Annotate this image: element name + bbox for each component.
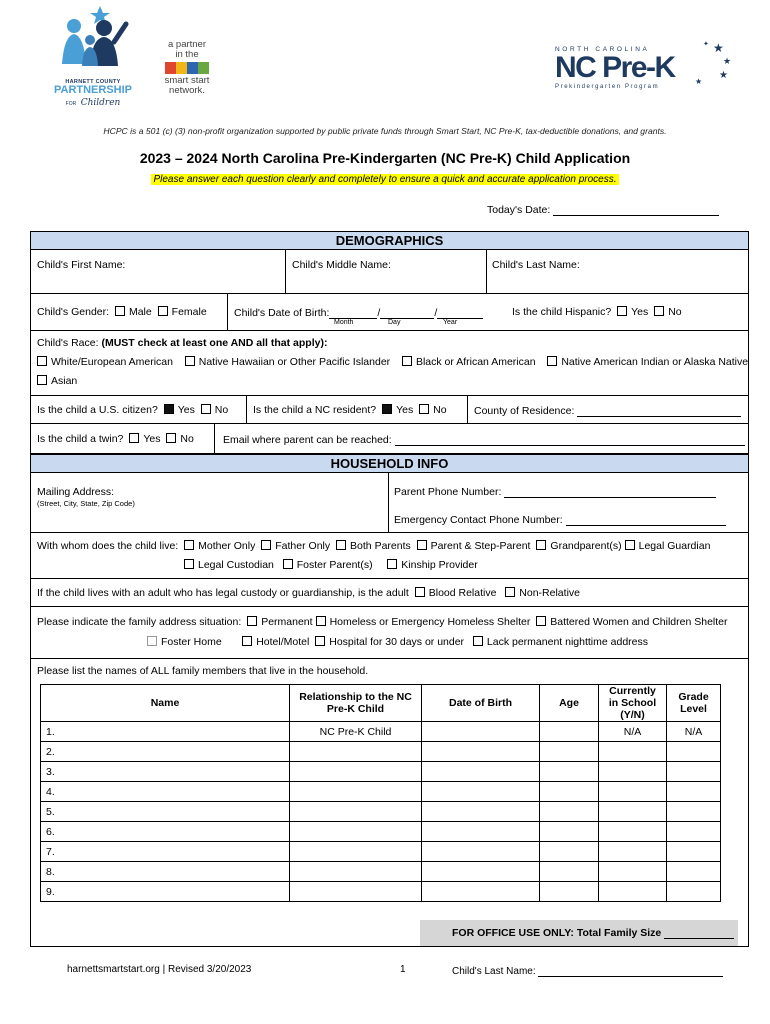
foster-label: Foster Parent(s) <box>296 559 373 571</box>
nc-logo-top: NORTH CAROLINA <box>555 46 650 53</box>
hcpc-logo <box>52 4 134 108</box>
step-checkbox[interactable] <box>417 540 427 550</box>
table-cell[interactable] <box>667 842 721 862</box>
todays-date-label: Today's Date: <box>487 204 551 216</box>
last-name-field[interactable] <box>492 273 742 291</box>
table-cell[interactable] <box>422 802 540 822</box>
first-name-field[interactable] <box>37 273 282 291</box>
step-label: Parent & Step-Parent <box>430 540 531 552</box>
hispanic-yes-label: Yes <box>631 306 649 318</box>
table-cell[interactable] <box>290 822 422 842</box>
middle-name-field[interactable] <box>292 273 482 291</box>
blood-checkbox[interactable] <box>415 587 425 597</box>
nonrel-checkbox[interactable] <box>505 587 515 597</box>
svg-text:★: ★ <box>695 77 703 86</box>
table-cell[interactable] <box>422 742 540 762</box>
table-cell[interactable] <box>599 842 667 862</box>
custodian-label: Legal Custodian <box>198 559 274 571</box>
month-caption: Month <box>334 319 354 326</box>
resident-yes-label: Yes <box>396 404 414 416</box>
race-hawaiian-label: Native Hawaiian or Other Pacific Islander <box>198 356 391 368</box>
blood-label: Blood Relative <box>428 587 497 599</box>
dob-year-field[interactable] <box>437 306 483 319</box>
both-checkbox[interactable] <box>336 540 346 550</box>
homeless-label: Homeless or Emergency Homeless Shelter <box>329 616 531 628</box>
table-cell[interactable] <box>667 802 721 822</box>
svg-text:★: ★ <box>719 70 728 81</box>
table-cell[interactable] <box>540 842 599 862</box>
table-cell[interactable]: 8. <box>41 862 290 882</box>
county-field[interactable] <box>577 404 741 417</box>
table-cell[interactable] <box>599 742 667 762</box>
citizen-no-label: No <box>214 404 229 416</box>
guardian-checkbox[interactable] <box>625 540 635 550</box>
guardian-label: Legal Guardian <box>638 540 711 552</box>
footer-page-number: 1 <box>400 964 406 975</box>
table-cell[interactable] <box>540 762 599 782</box>
family-icon <box>52 4 134 74</box>
table-cell[interactable]: 9. <box>41 882 290 902</box>
mailing-address-field[interactable] <box>37 510 385 530</box>
permanent-label: Permanent <box>261 616 313 628</box>
foster-home-label: Foster Home <box>161 636 222 648</box>
table-cell[interactable] <box>290 762 422 782</box>
table-cell[interactable] <box>599 882 667 902</box>
table-cell[interactable] <box>422 782 540 802</box>
parent-phone-field[interactable] <box>504 485 716 498</box>
total-family-size-field[interactable] <box>664 926 734 939</box>
race-black-label: Black or African American <box>415 356 536 368</box>
father-checkbox[interactable] <box>261 540 271 550</box>
table-cell[interactable] <box>667 742 721 762</box>
hcpc-logo-line1: HARNETT COUNTY <box>65 79 121 85</box>
twin-no-checkbox[interactable] <box>166 433 176 443</box>
mother-label: Mother Only <box>198 540 256 552</box>
partner-line1: a partner <box>167 39 207 50</box>
table-cell[interactable] <box>540 722 599 742</box>
nonrel-label: Non-Relative <box>519 587 580 599</box>
father-label: Father Only <box>275 540 331 552</box>
citizen-no-checkbox[interactable] <box>201 404 211 414</box>
race-native-label: Native American Indian or Alaska Native <box>561 356 749 368</box>
custody-row <box>31 579 748 607</box>
names-row <box>31 249 748 294</box>
table-row <box>41 742 721 762</box>
smart-start-partner <box>152 40 222 96</box>
table-cell[interactable] <box>422 842 540 862</box>
gender-label: Child's Gender: <box>37 306 110 318</box>
col-age: Age <box>540 685 599 722</box>
family-members-table <box>40 684 721 902</box>
table-cell[interactable] <box>422 762 540 782</box>
grand-label: Grandparent(s) <box>550 540 622 552</box>
address-phone-row <box>31 472 748 533</box>
svg-text:✦: ✦ <box>703 41 709 48</box>
table-cell[interactable] <box>540 742 599 762</box>
race-note: (MUST check at least one AND all that apply): <box>101 337 328 349</box>
day-caption: Day <box>388 319 401 326</box>
lack-checkbox[interactable] <box>473 636 483 646</box>
table-cell[interactable] <box>290 802 422 822</box>
email-field[interactable] <box>395 433 745 446</box>
table-cell[interactable] <box>599 762 667 782</box>
table-cell[interactable]: NC Pre-K Child <box>290 722 422 742</box>
twin-no-label: No <box>180 433 194 445</box>
citizen-row <box>31 396 748 424</box>
race-label: Child's Race: <box>37 337 99 349</box>
dob-day-field[interactable] <box>380 306 434 319</box>
citizen-yes-checkbox[interactable] <box>164 404 174 414</box>
demographics-heading: DEMOGRAPHICS <box>31 231 748 250</box>
table-cell[interactable]: 3. <box>41 762 290 782</box>
footer-site: harnettsmartstart.org | Revised 3/20/2023 <box>67 964 252 975</box>
table-cell[interactable] <box>422 722 540 742</box>
hcpc-logo-line3: FOR <box>65 101 77 107</box>
table-cell[interactable] <box>667 862 721 882</box>
emergency-phone-field[interactable] <box>566 513 726 526</box>
resident-no-checkbox[interactable] <box>419 404 429 414</box>
table-cell[interactable] <box>667 822 721 842</box>
table-cell[interactable] <box>540 802 599 822</box>
foster-checkbox[interactable] <box>283 559 293 569</box>
table-row <box>41 782 721 802</box>
permanent-checkbox[interactable] <box>247 616 257 626</box>
twin-yes-checkbox[interactable] <box>129 433 139 443</box>
office-use-label: FOR OFFICE USE ONLY: Total Family Size <box>452 927 662 939</box>
lives-with-row <box>31 533 748 579</box>
address-situation-row <box>31 607 748 659</box>
nc-logo-sub: Prekindergarten Program <box>555 84 660 90</box>
resident-yes-checkbox[interactable] <box>382 404 392 414</box>
table-cell[interactable] <box>540 822 599 842</box>
page-title: 2023 – 2024 North Carolina Pre-Kindergarten (NC Pre-K) Child Application <box>139 150 631 166</box>
table-row <box>41 862 721 882</box>
hispanic-yes-checkbox[interactable] <box>617 306 627 316</box>
table-cell[interactable] <box>290 782 422 802</box>
table-cell[interactable] <box>599 802 667 822</box>
twin-label: Is the child a twin? <box>37 433 124 445</box>
race-row <box>31 331 748 396</box>
col-dob: Date of Birth <box>422 685 540 722</box>
table-cell[interactable]: 4. <box>41 782 290 802</box>
race-asian-checkbox[interactable] <box>37 375 47 385</box>
hcpc-logo-line4: Children <box>80 98 121 108</box>
dob-label: Child's Date of Birth: <box>234 307 330 319</box>
battered-checkbox[interactable] <box>536 616 546 626</box>
hispanic-no-label: No <box>668 306 682 318</box>
table-cell[interactable]: N/A <box>667 722 721 742</box>
battered-label: Battered Women and Children Shelter <box>550 616 728 628</box>
hotel-checkbox[interactable] <box>242 636 252 646</box>
page-subtitle: Please answer each question clearly and completely to ensure a quick and accurate application process. <box>153 174 617 185</box>
col-name: Name <box>41 685 290 722</box>
first-name-label: Child's First Name: <box>37 259 126 271</box>
last-name-label: Child's Last Name: <box>492 259 580 271</box>
resident-no-label: No <box>433 404 447 416</box>
table-cell[interactable] <box>540 882 599 902</box>
twin-yes-label: Yes <box>143 433 161 445</box>
table-row <box>41 762 721 782</box>
table-cell[interactable] <box>290 742 422 762</box>
race-black-checkbox[interactable] <box>402 356 412 366</box>
custody-question: If the child lives with an adult who has legal custody or guardianship, is the adult <box>37 587 409 599</box>
table-cell[interactable] <box>667 762 721 782</box>
lives-with-label: With whom does the child live: <box>37 540 179 552</box>
table-row <box>41 882 721 902</box>
table-cell[interactable] <box>422 862 540 882</box>
nc-prek-logo <box>555 41 735 102</box>
kinship-label: Kinship Provider <box>401 559 478 571</box>
mother-checkbox[interactable] <box>184 540 194 550</box>
citizen-label: Is the child a U.S. citizen? <box>37 404 158 416</box>
mailing-note: (Street, City, State, Zip Code) <box>37 499 135 508</box>
table-cell[interactable]: 7. <box>41 842 290 862</box>
table-cell[interactable] <box>290 842 422 862</box>
table-cell[interactable] <box>667 782 721 802</box>
grand-checkbox[interactable] <box>536 540 546 550</box>
lack-label: Lack permanent nighttime address <box>486 636 648 648</box>
table-cell[interactable]: 6. <box>41 822 290 842</box>
custodian-checkbox[interactable] <box>184 559 194 569</box>
race-hawaiian-checkbox[interactable] <box>185 356 195 366</box>
address-situation-label: Please indicate the family address situation: <box>37 616 242 628</box>
table-cell[interactable]: 1. <box>41 722 290 742</box>
svg-text:★: ★ <box>713 41 724 55</box>
race-asian-label: Asian <box>51 375 78 387</box>
gender-dob-row: Child's Gender: Male Female Child's Date of Birth: / / Month Day Year Is the child Hispanic? Yes No <box>31 294 748 331</box>
female-label: Female <box>171 306 207 318</box>
tagline: HCPC is a 501 (c) (3) non-profit organization supported by public private funds through Smart Start, NC Pre-K, tax-deductible donations, and grants. <box>103 126 667 136</box>
table-cell[interactable] <box>290 862 422 882</box>
county-label: County of Residence: <box>474 405 575 417</box>
family-list-label: Please list the names of ALL family members that live in the household. <box>37 665 369 677</box>
hospital-checkbox[interactable] <box>315 636 325 646</box>
col-grade: Grade Level <box>667 685 721 722</box>
race-white-label: White/European American <box>51 356 173 368</box>
homeless-checkbox[interactable] <box>316 616 326 626</box>
table-cell[interactable]: N/A <box>599 722 667 742</box>
both-label: Both Parents <box>350 540 411 552</box>
hispanic-label: Is the child Hispanic? <box>512 306 612 318</box>
partner-line4: network. <box>169 85 205 96</box>
hispanic-no-checkbox[interactable] <box>654 306 664 316</box>
col-relationship: Relationship to the NC Pre-K Child <box>290 685 422 722</box>
twin-row <box>31 424 748 454</box>
table-cell[interactable] <box>599 822 667 842</box>
mailing-label: Mailing Address: <box>37 486 115 498</box>
table-cell[interactable]: 2. <box>41 742 290 762</box>
table-cell[interactable] <box>540 782 599 802</box>
table-row <box>41 722 721 742</box>
partner-line3: smart start <box>164 75 210 86</box>
hotel-label: Hotel/Motel <box>256 636 310 648</box>
middle-name-label: Child's Middle Name: <box>292 259 391 271</box>
nc-logo-main: NC Pre-K <box>555 51 675 84</box>
table-cell[interactable] <box>599 862 667 882</box>
table-cell[interactable]: 5. <box>41 802 290 822</box>
hospital-label: Hospital for 30 days or under <box>329 636 465 648</box>
table-cell[interactable] <box>422 882 540 902</box>
nc-resident-label: Is the child a NC resident? <box>253 404 377 416</box>
race-white-checkbox[interactable] <box>37 356 47 366</box>
footer-last-name-label: Child's Last Name: <box>452 966 536 977</box>
male-checkbox[interactable] <box>115 306 125 316</box>
smart-start-blocks-icon <box>165 62 209 74</box>
male-label: Male <box>128 306 152 318</box>
table-cell[interactable] <box>422 822 540 842</box>
table-row <box>41 842 721 862</box>
female-checkbox[interactable] <box>158 306 168 316</box>
foster-home-checkbox[interactable] <box>147 636 157 646</box>
parent-phone-label: Parent Phone Number: <box>394 486 502 498</box>
footer-last-name-field[interactable] <box>538 964 723 977</box>
stars-icon <box>673 40 733 88</box>
table-row <box>41 822 721 842</box>
partner-line2: in the <box>175 49 199 60</box>
email-label: Email where parent can be reached: <box>223 434 392 446</box>
year-caption: Year <box>443 319 458 326</box>
col-school: Currently in School (Y/N) <box>599 685 667 722</box>
dob-month-field[interactable] <box>329 306 377 319</box>
table-cell[interactable] <box>599 782 667 802</box>
citizen-yes-label: Yes <box>177 404 195 416</box>
table-row <box>41 802 721 822</box>
household-heading: HOUSEHOLD INFO <box>31 454 748 473</box>
table-cell[interactable] <box>290 882 422 902</box>
svg-text:★: ★ <box>723 56 732 66</box>
race-native-checkbox[interactable] <box>547 356 557 366</box>
todays-date-field[interactable] <box>553 203 719 216</box>
table-cell[interactable] <box>667 882 721 902</box>
kinship-checkbox[interactable] <box>387 559 397 569</box>
emergency-phone-label: Emergency Contact Phone Number: <box>394 514 563 526</box>
hcpc-logo-line2: PARTNERSHIP <box>53 84 133 96</box>
table-cell[interactable] <box>540 862 599 882</box>
office-use-box <box>420 920 738 946</box>
